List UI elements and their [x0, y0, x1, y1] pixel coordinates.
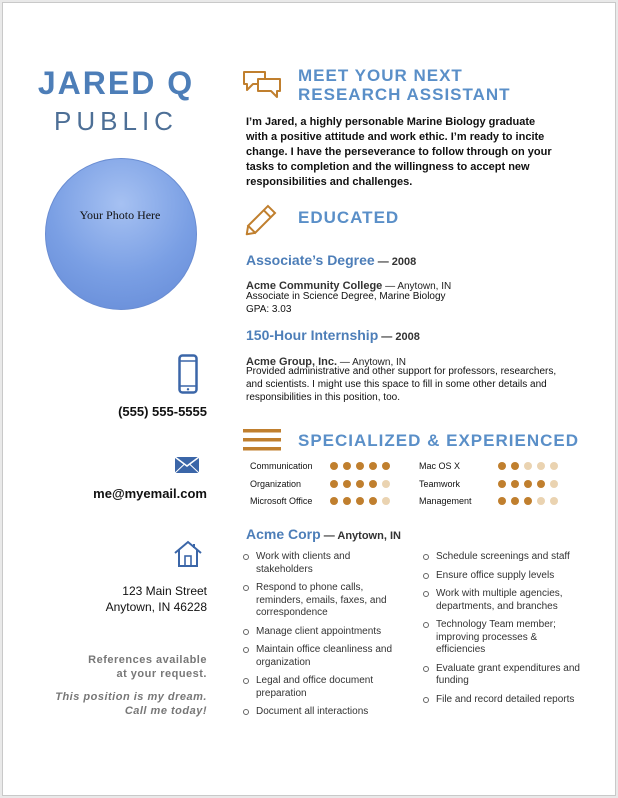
intro-heading: [298, 66, 511, 104]
degree-title-row: [246, 252, 416, 270]
skill-dot: [550, 480, 558, 488]
skill-dot: [524, 480, 532, 488]
skill-dot: [511, 497, 519, 505]
intro-line: I’m Jared, a highly personable Marine Biology graduate: [246, 116, 536, 128]
company-name: Acme Corp: [246, 526, 321, 542]
resume-page: [2, 2, 616, 796]
degree-date: — 2008: [374, 256, 417, 268]
skill-dot: [537, 480, 545, 488]
skill-dot: [343, 497, 351, 505]
internship-line: responsibilities in this position, too.: [246, 392, 400, 403]
internship-org: Acme Group, Inc.: [246, 356, 338, 368]
internship-details: [246, 365, 556, 404]
skill-dot: [382, 497, 390, 505]
degree-line2: GPA: 3.03: [246, 304, 292, 315]
internship-title: 150-Hour Internship: [246, 327, 379, 343]
list-item: Legal and office document preparation: [242, 675, 402, 700]
skill-dot: [330, 497, 338, 505]
skill-label: Management: [419, 496, 472, 506]
skill-dot: [524, 462, 532, 470]
skill-dot: [524, 497, 532, 505]
list-item: Work with multiple agencies, departments, and branches: [422, 588, 582, 613]
skill-dot: [356, 462, 364, 470]
skill-dot: [550, 462, 558, 470]
skill-dot: [369, 462, 377, 470]
skill-dot: [330, 462, 338, 470]
skill-label: Organization: [250, 479, 302, 489]
email-icon: [175, 457, 199, 473]
photo-label: Your Photo Here: [79, 208, 161, 222]
skill-dot: [498, 497, 506, 505]
internship-location: — Anytown, IN: [337, 357, 406, 368]
address-line1: 123 Main Street: [122, 584, 207, 598]
pencil-icon: [243, 199, 283, 237]
skills-heading: SPECIALIZED & EXPERIENCED: [298, 431, 579, 450]
skill-dot: [511, 480, 519, 488]
skill-label: Microsoft Office: [250, 496, 313, 506]
degree-details: [246, 290, 446, 316]
phone-number[interactable]: (555) 555-5555: [118, 404, 207, 419]
skill-rating: [498, 480, 558, 488]
skill-rating: [498, 497, 558, 505]
skill-label: Teamwork: [419, 479, 461, 489]
skill-dot: [356, 480, 364, 488]
name-first: JARED Q: [37, 65, 195, 101]
skill-dot: [511, 462, 519, 470]
address: [106, 583, 207, 615]
internship-date: — 2008: [378, 331, 420, 343]
intro-line: with a positive attitude and work ethic. I’m ready to incite: [246, 131, 545, 143]
skill-dot: [369, 480, 377, 488]
skill-dot: [330, 480, 338, 488]
dream-line1: This position is my dream.: [55, 691, 207, 703]
degree-title: Associate’s Degree: [246, 252, 375, 268]
list-item: Respond to phone calls, reminders, emails, faxes, and correspondence: [242, 582, 402, 620]
skill-dot: [498, 462, 506, 470]
list-item: Document all interactions: [242, 706, 402, 719]
list-item: Work with clients and stakeholders: [242, 551, 402, 576]
internship-title-row: [246, 327, 420, 345]
address-line2: Anytown, IN 46228: [105, 600, 207, 614]
photo-placeholder[interactable]: [45, 158, 197, 310]
email-address[interactable]: me@myemail.com: [93, 486, 207, 501]
skill-dot: [356, 497, 364, 505]
internship-line: and scientists. I might use this space to fill in some other details and: [246, 379, 547, 390]
list-item: Manage client appointments: [242, 626, 402, 639]
company-row: [246, 526, 401, 544]
skill-rating: [330, 480, 390, 488]
dream-note: [55, 690, 207, 718]
dream-line2: Call me today!: [124, 705, 207, 717]
list-item: File and record detailed reports: [422, 694, 582, 707]
skill-dot: [343, 462, 351, 470]
chat-bubbles-icon: [241, 69, 283, 99]
references-note: [88, 653, 207, 681]
skill-rating: [330, 497, 390, 505]
education-heading: EDUCATED: [298, 208, 400, 227]
intro-line: tasks to completion and the willingness to accept new: [246, 161, 530, 173]
references-line2: at your request.: [116, 668, 207, 680]
skill-label: Communication: [250, 461, 313, 471]
duties-list-right: [422, 551, 582, 712]
degree-location: — Anytown, IN: [382, 281, 452, 292]
list-item: Technology Team member; improving processes & efficiencies: [422, 619, 582, 657]
name-last: PUBLIC: [54, 106, 178, 136]
skill-dot: [537, 497, 545, 505]
intro-line: responsibilities and challenges.: [246, 176, 413, 188]
skill-dot: [382, 480, 390, 488]
intro-line: change. I have the perseverance to follow through on your: [246, 146, 552, 158]
menu-lines-icon: [243, 429, 283, 451]
skill-rating: [330, 462, 390, 470]
list-item: Ensure office supply levels: [422, 570, 582, 583]
list-item: Maintain office cleanliness and organization: [242, 644, 402, 669]
company-location: — Anytown, IN: [320, 530, 401, 542]
degree-line1: Associate in Science Degree, Marine Biology: [246, 291, 446, 302]
duties-list-left: [242, 551, 402, 725]
list-item: Schedule screenings and staff: [422, 551, 582, 564]
skill-dot: [369, 497, 377, 505]
list-item: Evaluate grant expenditures and funding: [422, 663, 582, 688]
skill-dot: [537, 462, 545, 470]
home-icon: [173, 540, 203, 568]
skill-label: Mac OS X: [419, 461, 461, 471]
skill-dot: [343, 480, 351, 488]
skill-dot: [498, 480, 506, 488]
skill-rating: [498, 462, 558, 470]
internship-line: Provided administrative and other support for professors, researchers,: [246, 366, 557, 377]
intro-heading-line2: RESEARCH ASSISTANT: [298, 85, 511, 104]
references-line1: References available: [88, 654, 207, 666]
skill-dot: [550, 497, 558, 505]
degree-school: Acme Community College: [246, 280, 383, 292]
intro-text: [246, 115, 552, 190]
intro-heading-line1: MEET YOUR NEXT: [298, 66, 463, 85]
skill-dot: [382, 462, 390, 470]
phone-icon: [178, 354, 198, 394]
